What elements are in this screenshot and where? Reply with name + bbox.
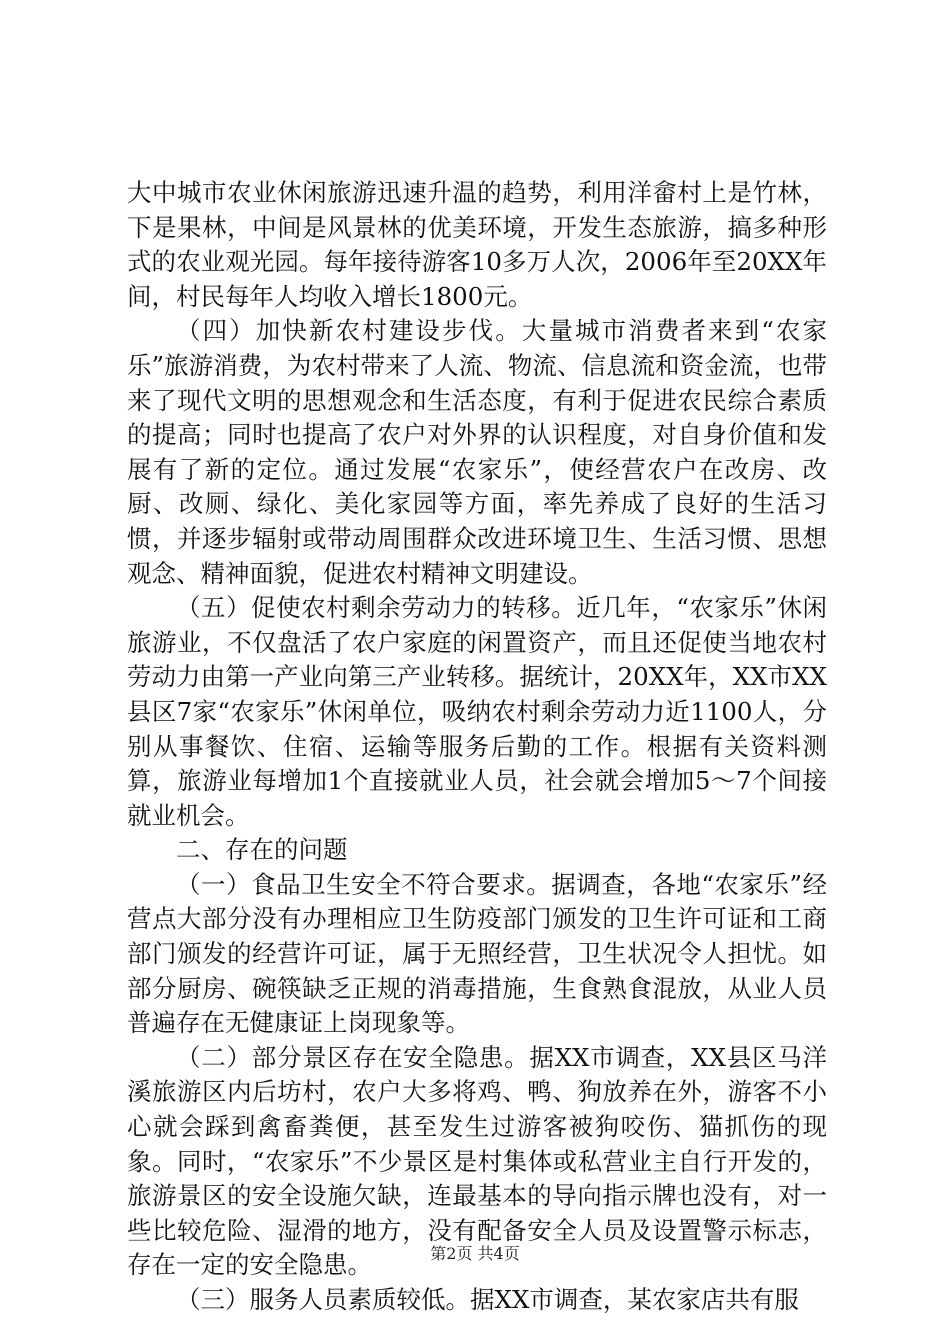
paragraph-6: （二）部分景区存在安全隐患。据XX市调查，XX县区马洋溪旅游区内后坊村，农户大多将鸡、鸭、狗放养在外，游客不小心就会踩到禽畜粪便，甚至发生过游客被狗咬伤、猫抓伤的现象。同时，“农家乐”不少景区是村集体或私营业主自行开发的，旅游景区的安全设施欠缺，连最基本的导向指示牌也没有，对一些比较危险、湿滑的地方，没有配备安全人员及设置警示标志，存在一定的安全隐患。 (127, 1042, 827, 1280)
page-footer: 第2页 共4页 (430, 1244, 520, 1263)
paragraph-2: （四）加快新农村建设步伐。大量城市消费者来到“农家乐”旅游消费，为农村带来了人流、物流、信息流和资金流，也带来了现代文明的思想观念和生活态度，有利于促进农民综合素质的提高；同时也提高了农户对外界的认识程度，对自身价值和发展有了新的定位。通过发展“农家乐”，使经营农户在改房、改厨、改厕、绿化、美化家园等方面，率先养成了良好的生活习惯，并逐步辐射或带动周围群众改进环境卫生、生活习惯、思想观念、精神面貌，促进农村精神文明建设。 (127, 316, 827, 588)
paragraph-5: （一）食品卫生安全不符合要求。据调查，各地“农家乐”经营点大部分没有办理相应卫生防疫部门颁发的卫生许可证和工商部门颁发的经营许可证，属于无照经营，卫生状况令人担忧。如部分厨房、碗筷缺乏正规的消毒措施，生食熟食混放，从业人员普遍存在无健康证上岗现象等。 (127, 869, 827, 1038)
section-heading: 二、存在的问题 (176, 835, 348, 865)
paragraph-3: （五）促使农村剩余劳动力的转移。近几年，“农家乐”休闲旅游业，不仅盘活了农户家庭的闲置资产，而且还促使当地农村劳动力由第一产业向第三产业转移。据统计，20XX年，XX市XX县区7家“农家乐”休闲单位，吸纳农村剩余劳动力近1100人，分别从事餐饮、住宿、运输等服务后勤的工作。根据有关资料测算，旅游业每增加1个直接就业人员，社会就会增加5～7个间接就业机会。 (127, 593, 827, 830)
paragraph-7: （三）服务人员素质较低。据XX市调查，某农家店共有服 (176, 1285, 799, 1314)
paragraph-1: 大中城市农业休闲旅游迅速升温的趋势，利用洋畲村上是竹林，下是果林，中间是风景林的优美环境，开发生态旅游，搞多种形式的农业观光园。每年接待游客10多万人次，2006年至20XX年间，村民每年人均收入增长1800元。 (127, 178, 827, 311)
document-body (127, 176, 827, 1318)
